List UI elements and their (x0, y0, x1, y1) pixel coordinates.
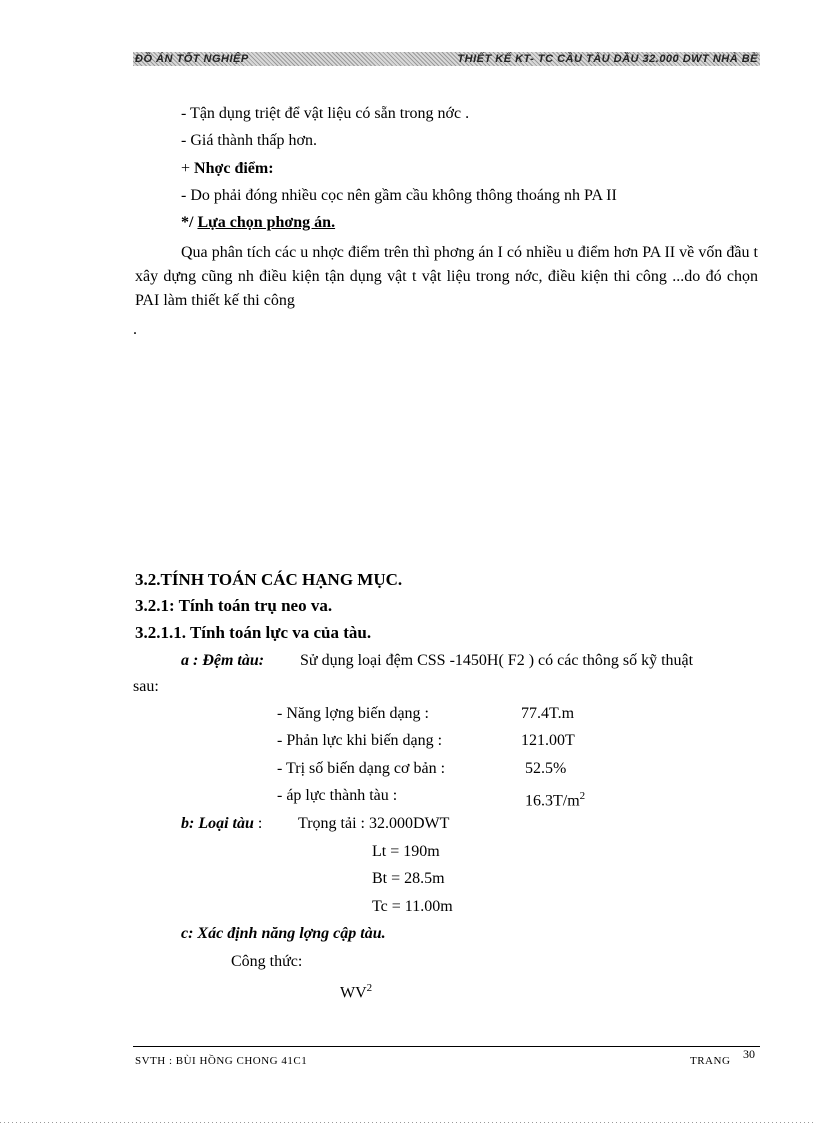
selection-heading (181, 213, 335, 233)
header-left: ĐỒ ÁN TỐT NGHIỆP (135, 53, 249, 65)
pressure-value: 16.3T/m (525, 792, 580, 810)
cons-heading (181, 159, 274, 179)
fender-row-label: - Trị số biến dạng cơ bản : (277, 760, 446, 777)
selection-prefix: */ (181, 214, 198, 231)
section-title: 3.2.TÍNH TOÁN CÁC HẠNG MỤC. (135, 570, 403, 589)
selection-paragraph: Qua phân tích các u nhợc điểm trên thì phơng án I có nhiều u điểm hơn PA II về vốn đầu t xây dựng cũng nh điều kiện tận dụng vật t vật liệu trong nớc, điều kiện thi công ...do đó chọn PAI làm thiết kế thi công (135, 244, 758, 309)
fender-row-value (525, 786, 585, 811)
ship-length: Lt = 190m (372, 843, 440, 860)
fender-row-label: - Năng lợng biến dạng : (277, 705, 429, 722)
header-right: THIẾT KẾ KT- TC CẦU TÀU DẦU 32.000 DWT NHÀ BÈ (457, 53, 758, 65)
stray-dot: . (133, 321, 137, 338)
fender-row-value: 121.00T (521, 732, 575, 749)
ship-label-colon: : (253, 815, 263, 832)
footer-page-number: 30 (743, 1047, 755, 1061)
pressure-unit-exponent: 2 (579, 790, 586, 802)
energy-heading: c: Xác định năng lợng cập tàu. (181, 925, 386, 942)
cons-line-1: - Tận dụng triệt để vật liệu có sẵn trong nớc . (181, 105, 470, 122)
ship-load: Trọng tải : 32.000DWT (298, 815, 450, 832)
fender-row-value: 77.4T.m (521, 705, 575, 722)
fender-label: a : Đệm tàu: (181, 652, 265, 669)
formula-exponent: 2 (366, 982, 373, 994)
formula (340, 978, 372, 1003)
fender-row-label: - Phản lực khi biến dạng : (277, 732, 443, 749)
formula-text: WV (340, 984, 367, 1002)
cons-line-2: - Giá thành thấp hơn. (181, 132, 317, 149)
footer-author: SVTH : BÙI HỒNG CHONG 41C1 (135, 1055, 308, 1067)
fender-text-2: sau: (133, 678, 159, 695)
ship-label-text: b: Loại tàu (181, 815, 254, 832)
page-header (133, 52, 760, 66)
ship-label (181, 814, 262, 834)
fender-row-value: 52.5% (525, 760, 567, 777)
ship-beam: Bt = 28.5m (372, 870, 445, 887)
footer-page-label: TRANG (690, 1055, 731, 1067)
subsection-title-1: 3.2.1: Tính toán trụ neo va. (135, 596, 333, 615)
cons-line-3: - Do phải đóng nhiều cọc nên gầm cầu không thông thoáng nh PA II (181, 187, 617, 204)
cons-heading-text: Nhợc điểm: (194, 160, 274, 177)
subsection-title-2: 3.2.1.1. Tính toán lực va của tàu. (135, 623, 372, 642)
fender-row-label: - áp lực thành tàu : (277, 787, 398, 804)
footer-rule (133, 1046, 760, 1047)
fender-text-1: Sử dụng loại đệm CSS -1450H( F2 ) có các thông số kỹ thuật (300, 652, 694, 669)
formula-label: Công thức: (231, 953, 303, 970)
ship-draft: Tc = 11.00m (372, 898, 453, 915)
cons-heading-prefix: + (181, 160, 195, 177)
selection-heading-text: Lựa chọn phơng án. (197, 214, 336, 231)
fender-intro (181, 651, 264, 671)
